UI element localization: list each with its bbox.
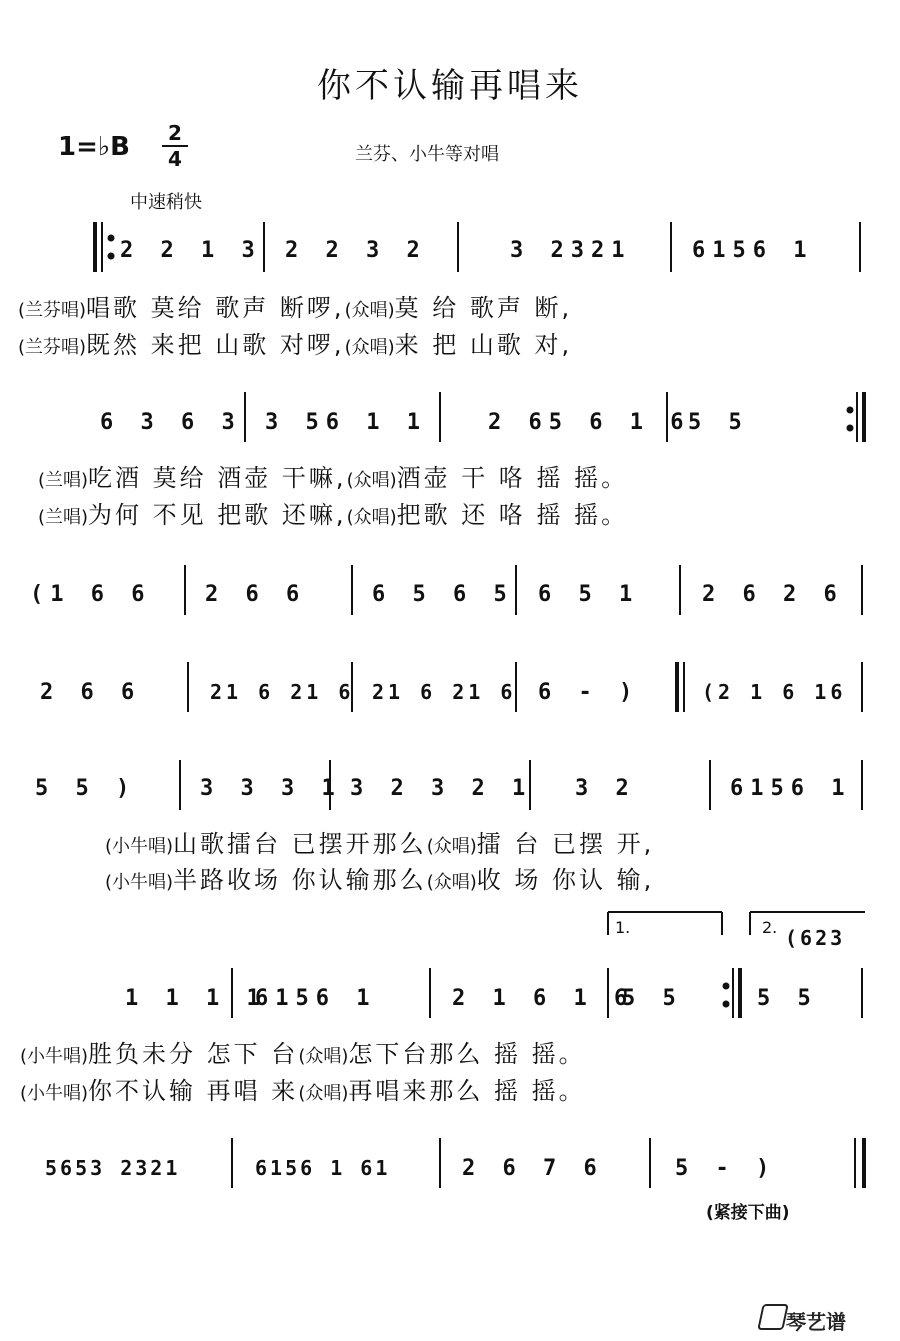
measure-3-4: 6 5 1	[538, 582, 640, 607]
repeat-dot	[109, 254, 114, 259]
song-title: 你不认输再唱来	[317, 66, 583, 106]
lyric-text: 既然 来把 山歌 对啰,	[86, 331, 345, 359]
singer-tag: (兰唱)	[38, 470, 89, 491]
lyric-text: 莫 给 歌声 断,	[394, 294, 573, 322]
singer-tag: (众唱)	[346, 507, 397, 528]
singer-tag: (兰芬唱)	[18, 337, 87, 358]
key-signature: 1=♭B	[58, 132, 130, 162]
singer-tag: (众唱)	[426, 872, 477, 893]
lyric-text: 半路收场 你认输那么	[173, 866, 427, 894]
measure-1-1: 2 2 1 3	[120, 238, 262, 263]
measure-5-4: 3 2	[575, 776, 636, 801]
measure-5-3: 3 2 3 2 1	[350, 776, 533, 801]
lyric-text: 胜负未分 怎下 台	[88, 1040, 299, 1068]
measure-4-1: 2 6 6	[40, 680, 142, 705]
measure-2-2: 3 56 1 1	[265, 410, 427, 435]
volta-1-label: 1.	[615, 918, 631, 937]
singer-tag: (众唱)	[344, 300, 395, 321]
measure-6-3: 2 1 6 1 6	[452, 986, 635, 1011]
measure-7-4: 5 - )	[675, 1156, 777, 1181]
repeat-dot	[109, 236, 114, 241]
lyric-text: 怎下台那么 摇 摇。	[348, 1040, 586, 1068]
lyric-text: 来 把 山歌 对,	[394, 331, 573, 359]
repeat-dot	[848, 408, 853, 413]
repeat-dot	[724, 1002, 729, 1007]
measure-5-5: 6156 1	[730, 776, 852, 801]
lyric-text: 酒壶 干 咯 摇 摇。	[396, 464, 629, 492]
lyric-text: 把歌 还 咯 摇 摇。	[396, 501, 629, 529]
lyric-text: 收 场 你认 输,	[476, 866, 655, 894]
measure-1-2: 2 2 3 2	[285, 238, 427, 263]
measure-2-3: 2 65 6 1 6	[488, 410, 691, 435]
measure-1-4: 6156 1	[692, 238, 814, 263]
time-denominator: 4	[168, 147, 182, 171]
measure-4-4: 6 - )	[538, 680, 640, 705]
singer-tag: (小牛唱)	[105, 836, 174, 857]
measure-5-1: 5 5 )	[35, 776, 137, 801]
measure-3-3: 6 5 6 5	[372, 582, 514, 607]
measure-2-4: 5 5	[688, 410, 749, 435]
lyric-text: 再唱来那么 摇 摇。	[348, 1077, 586, 1105]
measure-4-5: (2 1 6 16	[702, 680, 847, 704]
singer-tag: (众唱)	[346, 470, 397, 491]
measure-4-3: 21 6 21 6	[372, 680, 517, 704]
brand-watermark: 琴艺谱	[786, 1310, 846, 1334]
measure-4-2: 21 6 21 6	[210, 680, 355, 704]
measure-7-1: 5653 2321	[45, 1156, 181, 1180]
lyric-text: 你不认输 再唱 来	[88, 1077, 299, 1105]
singer-tag: (兰芬唱)	[18, 300, 87, 321]
measure-1-3: 3 2321	[510, 238, 632, 263]
time-numerator: 2	[168, 121, 182, 145]
tempo-marking: 中速稍快	[130, 192, 202, 213]
singer-tag: (众唱)	[426, 836, 477, 857]
repeat-dot	[848, 426, 853, 431]
singers-label: 兰芬、小牛等对唱	[355, 144, 499, 165]
measure-3-1: (1 6 6	[30, 582, 152, 607]
lyric-text: 唱歌 莫给 歌声 断啰,	[86, 294, 345, 322]
measure-3-2: 2 6 6	[205, 582, 307, 607]
singer-tag: (兰唱)	[38, 507, 89, 528]
measure-6-1: 1 1 1 1	[125, 986, 267, 1011]
lyric-text: 吃酒 莫给 酒壶 干嘛,	[88, 464, 347, 492]
singer-tag: (小牛唱)	[20, 1046, 89, 1067]
singer-tag: (小牛唱)	[20, 1083, 89, 1104]
measure-7-2: 6156 1 61	[255, 1156, 391, 1180]
lyric-text: 擂 台 已摆 开,	[476, 830, 655, 858]
repeat-dot	[724, 984, 729, 989]
volta-2-label: 2.	[762, 918, 778, 937]
lyric-text: 山歌擂台 已摆开那么	[173, 830, 427, 858]
measure-6-2: 6156 1	[255, 986, 377, 1011]
measure-7-3: 2 6 7 6	[462, 1156, 604, 1181]
singer-tag: (众唱)	[298, 1046, 349, 1067]
measure-6-5: 5 5	[757, 986, 818, 1011]
measure-2-1: 6 3 6 3	[100, 410, 242, 435]
lyric-text: 为何 不见 把歌 还嘛,	[88, 501, 347, 529]
volta-2-pickup: (623	[785, 926, 846, 950]
singer-tag: (众唱)	[344, 337, 395, 358]
measure-5-2: 3 3 3 1	[200, 776, 342, 801]
measure-3-5: 2 6 2 6	[702, 582, 844, 607]
measure-6-4: 5 5	[622, 986, 683, 1011]
segue-note: (紧接下曲)	[706, 1203, 790, 1223]
singer-tag: (小牛唱)	[105, 872, 174, 893]
singer-tag: (众唱)	[298, 1083, 349, 1104]
